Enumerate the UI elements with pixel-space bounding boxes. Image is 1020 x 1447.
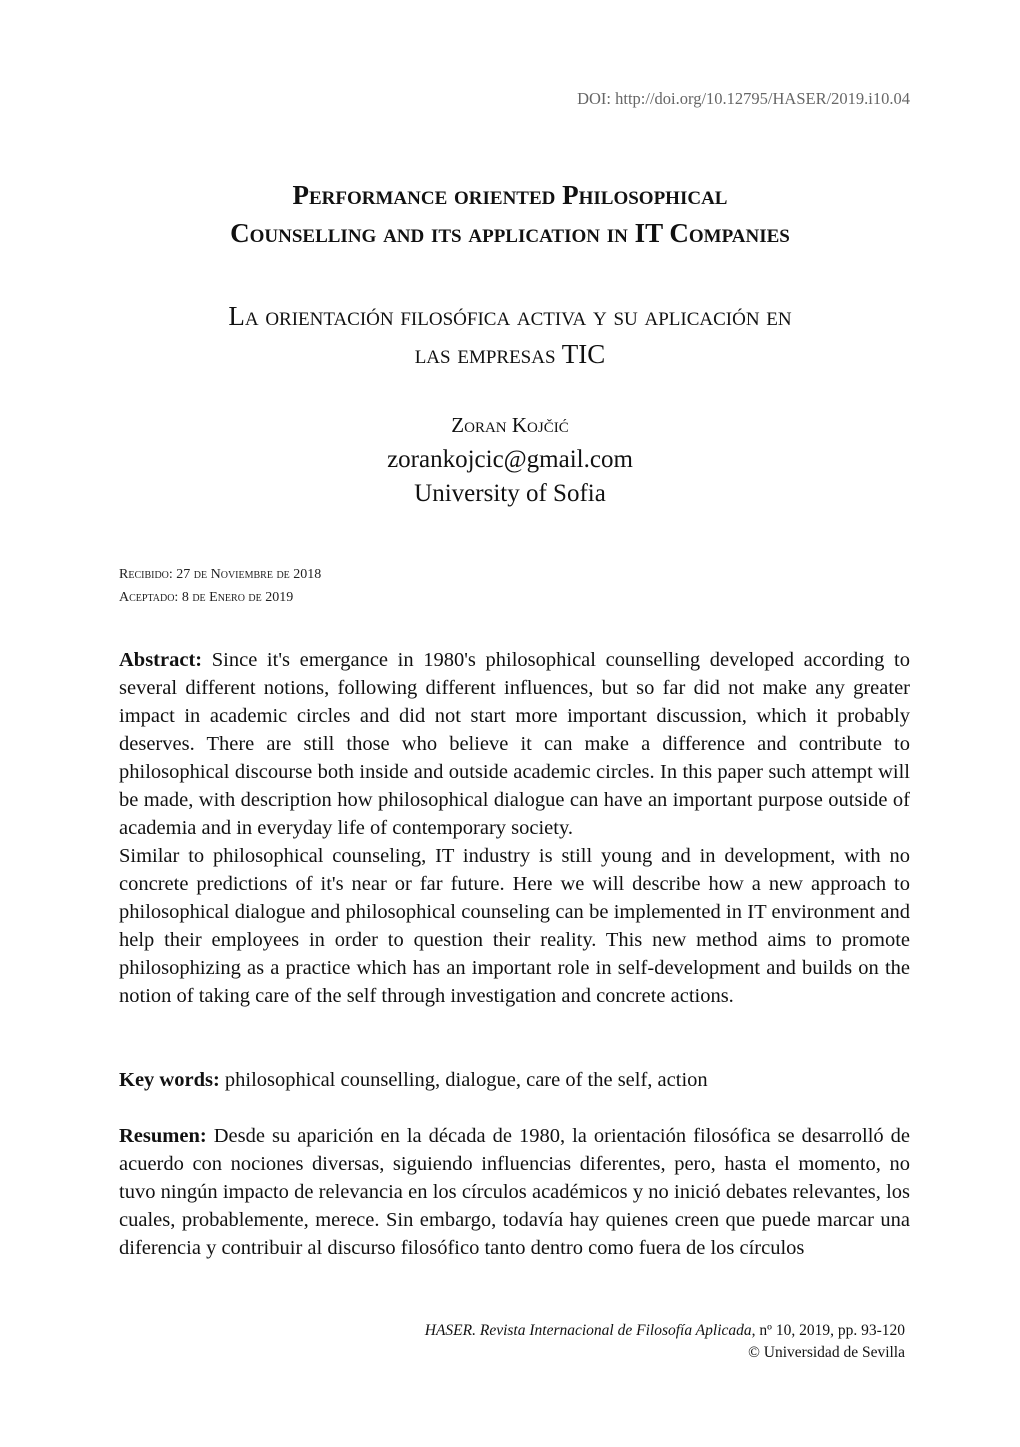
title-spanish-line-1: La orientación filosófica activa y su aplicación en	[228, 301, 792, 331]
received-value: 27 de Noviembre de 2018	[176, 567, 322, 582]
resumen-section	[119, 1122, 910, 1262]
keywords-section	[119, 1066, 910, 1094]
abstract-text-1: Since it's emergance in 1980's philosophical counselling developed according to several different notions, following different influences, but so far did not make any greater impact in academic circles and did not start more important discussion, which it probably deserves. There are still those who believe it can make a difference and contribute to philosophical discourse both inside and outside academic circles. In this paper such attempt will be made, with description how philosophical dialogue can have an important purpose outside of academia and in everyday life of contemporary society.	[119, 649, 911, 839]
resumen-text: Desde su aparición en la década de 1980, la orientación filosófica se desarrolló de acuerdo con nociones diversas, siguiendo influencias diferentes, pero, hasta el momento, no tuvo ningún impacto de relevancia en los círculos académicos y no inició debates relevantes, los cuales, probablemente, merece. Sin embargo, todavía hay quienes creen que puede marcar una diferencia y contribuir al discurso filosófico tanto dentro como fuera de los círculos	[119, 1125, 911, 1259]
received-label: Recibido:	[119, 567, 173, 582]
author-name: Zoran Kojčić	[451, 413, 569, 437]
author-email[interactable]: zorankojcic@gmail.com	[387, 446, 633, 473]
keywords-label: Key words:	[119, 1069, 220, 1091]
abstract-label: Abstract:	[119, 649, 203, 671]
accepted-label: Aceptado:	[119, 590, 179, 605]
accepted-date	[119, 590, 293, 606]
resumen-label: Resumen:	[119, 1125, 207, 1147]
accepted-value: 8 de Enero de 2019	[181, 590, 294, 605]
copyright: © Universidad de Sevilla	[748, 1344, 905, 1361]
journal-name: HASER. Revista Internacional de Filosofía Aplicada	[424, 1322, 752, 1339]
title-english-line-1: Performance oriented Philosophical	[292, 180, 728, 210]
author-affiliation: University of Sofia	[414, 480, 606, 507]
journal-issue: , nº 10, 2019, pp. 93-120	[751, 1322, 905, 1339]
journal-citation	[425, 1320, 905, 1342]
doi-link[interactable]: DOI: http://doi.org/10.12795/HASER/2019.i10.04	[577, 89, 910, 108]
abstract-paragraph-1	[119, 646, 910, 842]
abstract-section	[119, 646, 910, 1010]
abstract-paragraph-2: Similar to philosophical counseling, IT industry is still young and in development, with no concrete predictions of it's near or far future. Here we will describe how a new approach to philosophical dialogue and philosophical counseling can be implemented in IT environment and help their employees in order to question their reality. This new method aims to promote philosophizing as a practice which has an important role in self-development and builds on the notion of taking care of the self through investigation and concrete actions.	[119, 845, 910, 1007]
title-spanish-line-2: las empresas TIC	[414, 339, 606, 369]
title-english-line-2: Counselling and its application in IT Companies	[230, 218, 790, 248]
keywords-text: philosophical counselling, dialogue, care of the self, action	[224, 1069, 708, 1091]
received-date	[119, 567, 321, 583]
